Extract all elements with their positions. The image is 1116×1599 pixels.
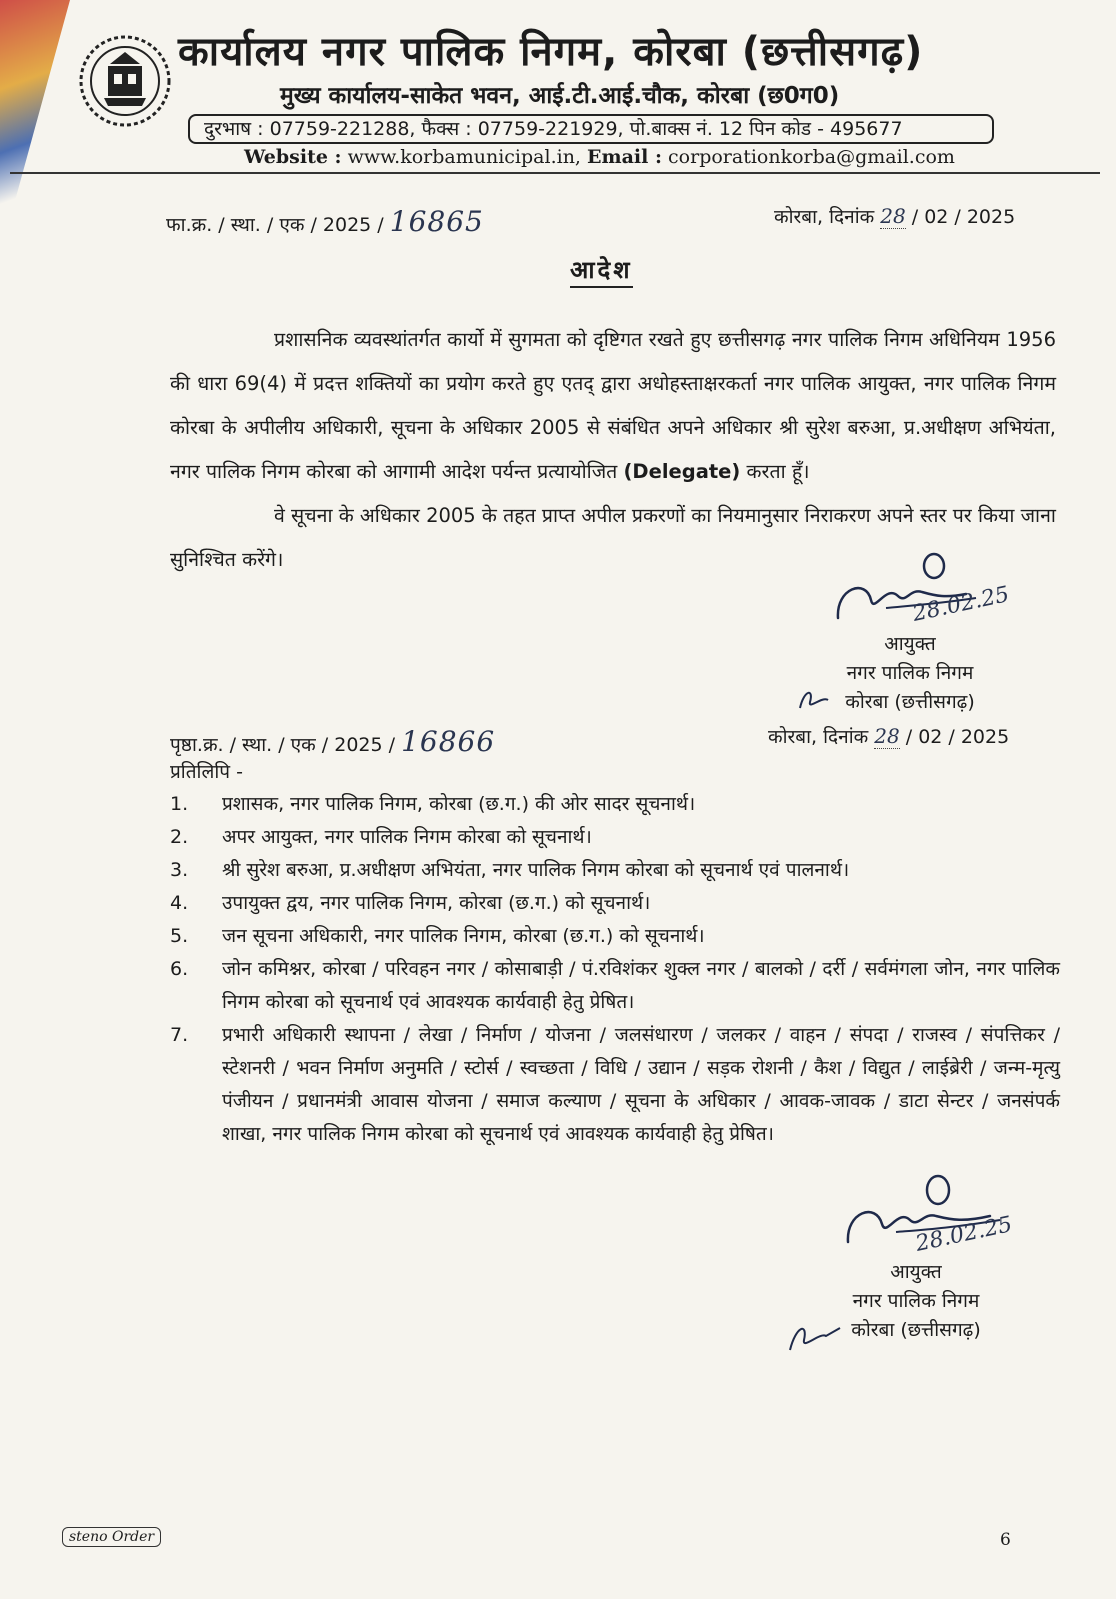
initials-1-icon: [796, 686, 832, 714]
initials-2-icon: [786, 1316, 842, 1356]
office-address: मुख्य कार्यालय-साकेत भवन, आई.टी.आई.चौक, कोरबा (छ0ग0): [280, 83, 840, 109]
email-label: Email :: [587, 146, 662, 168]
copy-reference: [170, 725, 495, 758]
para1-delegate: (Delegate): [623, 460, 741, 483]
signature-1-date: 28.02.25: [910, 582, 1012, 627]
order-date: [774, 203, 1015, 229]
order-ref-number: 16865: [389, 205, 484, 238]
order-paragraph-1: [170, 318, 1056, 494]
signature-2-block: [826, 1258, 1006, 1345]
copy-list: [170, 788, 1060, 1151]
signature-2-place: कोरबा (छत्तीसगढ़): [851, 1319, 981, 1341]
website-label: Website :: [244, 146, 342, 168]
corporation-emblem-icon: [78, 34, 172, 128]
list-item: 1. प्रशासक, नगर पालिक निगम, कोरबा (छ.ग.) की ओर सादर सूचनार्थ।: [170, 793, 696, 815]
signature-1-place: कोरबा (छत्तीसगढ़): [845, 691, 975, 713]
binding-edge: [0, 0, 70, 230]
email-link[interactable]: corporationkorba@gmail.com: [668, 146, 955, 168]
steno-stamp: steno Order: [62, 1527, 161, 1547]
order-heading: आदेश: [570, 253, 633, 288]
signature-2-date: 28.02.25: [913, 1212, 1015, 1257]
order-date-prefix: कोरबा, दिनांक: [774, 206, 875, 228]
order-date-suffix: / 02 / 2025: [911, 206, 1016, 228]
copy-date-day: 28: [874, 724, 900, 748]
page-number: 6: [1000, 1530, 1011, 1550]
copy-date-suffix: / 02 / 2025: [905, 726, 1010, 748]
copy-date-prefix: कोरबा, दिनांक: [768, 726, 869, 748]
para2-text: वे सूचना के अधिकार 2005 के तहत प्राप्त अपील प्रकरणों का नियमानुसार निराकरण अपने स्तर पर किया जाना सुनिश्चित करेंगे।: [170, 504, 1056, 571]
website-line: [244, 146, 1004, 168]
signature-1-block: [820, 630, 1000, 717]
order-ref-prefix: फा.क्र. / स्था. / एक / 2025 /: [166, 214, 384, 236]
signature-1-designation: आयुक्त: [884, 633, 936, 655]
order-reference: [166, 205, 484, 238]
signature-2-office: नगर पालिक निगम: [852, 1290, 980, 1312]
copy-date: [768, 723, 1009, 749]
list-item: 3. श्री सुरेश बरुआ, प्र.अधीक्षण अभियंता, नगर पालिक निगम कोरबा को सूचनार्थ एवं पालनार्थ।: [170, 859, 850, 881]
copy-label: प्रतिलिपि -: [170, 761, 243, 783]
copy-ref-prefix: पृष्ठा.क्र. / स्था. / एक / 2025 /: [170, 734, 396, 756]
website-link[interactable]: www.korbamunicipal.in,: [347, 146, 581, 168]
list-item: 4. उपायुक्त द्वय, नगर पालिक निगम, कोरबा (छ.ग.) को सूचनार्थ।: [170, 892, 651, 914]
para1-end: करता हूँ।: [746, 460, 810, 483]
header-divider: [10, 172, 1100, 174]
para1-text: प्रशासनिक व्यवस्थांतर्गत कार्यो में सुगमता को दृष्टिगत रखते हुए छत्तीसगढ़ नगर पालिक निगम अधिनियम 1956 की धारा 69(4) में प्रदत्त शक्तियों का प्रयोग करते हुए एतद् द्वारा अधोहस्ताक्षरकर्ता नगर पालिक आयुक्त, नगर पालिक निगम कोरबा के अपीलीय अधिकारी, सूचना के अधिकार 2005 से संबंधित अपने अधिकार श्री सुरेश बरुआ, प्र.अधीक्षण अभियंता, नगर पालिक निगम कोरबा को आगामी आदेश पर्यन्त प्रत्यायोजित: [170, 328, 1056, 483]
office-title: कार्यालय नगर पालिक निगम, कोरबा (छत्तीसगढ़): [178, 29, 924, 75]
list-item: 5. जन सूचना अधिकारी, नगर पालिक निगम, कोरबा (छ.ग.) को सूचनार्थ।: [170, 925, 705, 947]
copy-ref-number: 16866: [401, 725, 496, 758]
order-date-day: 28: [880, 204, 906, 228]
list-item: 6. जोन कमिश्नर, कोरबा / परिवहन नगर / कोसाबाड़ी / पं.रविशंकर शुक्ल नगर / बालको / दर्री / सर्वमंगला जोन, नगर पालिक निगम कोरबा को सूचनार्थ एवं आवश्यक कार्यवाही हेतु प्रेषित।: [170, 958, 1060, 1013]
signature-1-office: नगर पालिक निगम: [846, 662, 974, 684]
signature-2-designation: आयुक्त: [890, 1261, 942, 1283]
list-item: 2. अपर आयुक्त, नगर पालिक निगम कोरबा को सूचनार्थ।: [170, 826, 592, 848]
contact-box: दुरभाष : 07759-221288, फैक्स : 07759-221929, पो.बाक्स नं. 12 पिन कोड - 495677: [188, 114, 994, 144]
list-item: 7. प्रभारी अधिकारी स्थापना / लेखा / निर्माण / योजना / जलसंधारण / जलकर / वाहन / संपदा / राजस्व / संपत्तिकर / स्टेशनरी / भवन निर्माण अनुमति / स्टोर्स / स्वच्छता / विधि / उद्यान / सड़क रोशनी / कैश / विद्युत / लाईब्रेरी / जन्म-मृत्यु पंजीयन / प्रधानमंत्री आवास योजना / समाज कल्याण / सूचना के अधिकार / आवक-जावक / डाटा सेन्टर / जनसंपर्क शाखा, नगर पालिक निगम कोरबा को सूचनार्थ एवं आवश्यक कार्यवाही हेतु प्रेषित।: [170, 1024, 1060, 1145]
